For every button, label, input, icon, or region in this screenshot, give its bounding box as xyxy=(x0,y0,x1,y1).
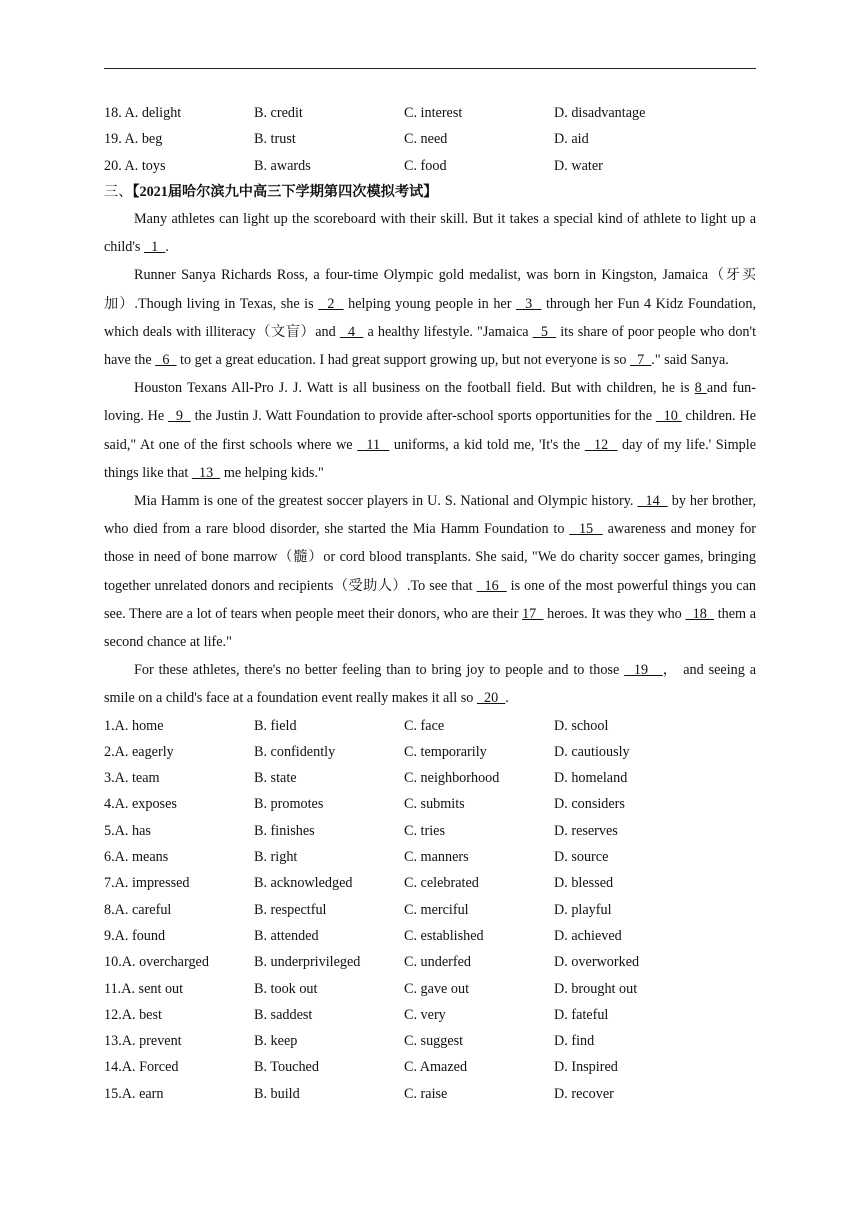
option-c: C. suggest xyxy=(404,1033,464,1050)
blank-10: 10 xyxy=(655,408,682,425)
option-d: D. water xyxy=(554,157,603,174)
option-c: C. tries xyxy=(404,822,445,839)
option-row xyxy=(104,1081,756,1107)
blank-9: 9 xyxy=(168,408,191,425)
passage-text: Many athletes can light up the scoreboard with their skill. But it takes a special kind of athlete to light up a child's xyxy=(104,210,756,256)
option-row-19 xyxy=(104,126,756,152)
blank-8: 8 xyxy=(694,380,707,397)
option-a: 12.A. best xyxy=(104,1006,162,1023)
option-row xyxy=(104,818,756,844)
option-row xyxy=(104,1028,756,1054)
passage-text: heroes. It was they who xyxy=(543,605,686,622)
passage-text: Mia Hamm is one of the greatest soccer players in U. S. National and Olympic history. xyxy=(134,492,638,509)
passage-text: awareness and money for those in need of bone marrow（髓）or cord blood transplants. She said, "We do charity soccer games, bringing together unrelated donors and recipients（受助人）.To see that xyxy=(104,521,757,594)
option-d: D. reserves xyxy=(554,822,618,839)
option-a: 14.A. Forced xyxy=(104,1059,179,1076)
option-c: C. established xyxy=(404,927,484,944)
option-c: C. gave out xyxy=(404,980,470,997)
option-d: D. homeland xyxy=(554,770,628,787)
passage-text: its share of poor people who don't have the xyxy=(104,323,757,368)
blank-3: 3 xyxy=(516,295,542,312)
option-c: C. very xyxy=(404,1006,446,1023)
paragraph-4 xyxy=(104,487,756,656)
option-a: 9.A. found xyxy=(104,927,166,944)
options-list xyxy=(104,713,756,1107)
option-d: D. school xyxy=(554,717,609,734)
cloze-passage xyxy=(104,205,756,713)
option-row xyxy=(104,739,756,765)
option-row xyxy=(104,844,756,870)
option-row xyxy=(104,897,756,923)
option-a: 5.A. has xyxy=(104,822,151,839)
option-row xyxy=(104,713,756,739)
option-b: B. promotes xyxy=(254,796,324,813)
option-a: 7.A. impressed xyxy=(104,875,190,892)
option-a: 6.A. means xyxy=(104,849,169,866)
passage-text: Runner Sanya Richards Ross, a four-time Olympic gold medalist, was born in Kingston, Jamaica（牙买加）.Though living in Texas, she is xyxy=(104,267,756,312)
option-a: 18. A. delight xyxy=(104,105,182,121)
blank-11: 11 xyxy=(357,436,390,453)
passage-text: is one of the most powerful things you can see. There are a lot of tears when people meet their donors, who are their xyxy=(104,577,756,622)
option-row-20 xyxy=(104,153,756,179)
options-top xyxy=(104,100,756,179)
passage-text: Houston Texans All-Pro J. J. Watt is all business on the football field. But with children, he is xyxy=(134,380,695,397)
option-row xyxy=(104,765,756,791)
blank-1: 1 xyxy=(144,239,166,256)
option-c: C. raise xyxy=(404,1085,448,1102)
option-a: 11.A. sent out xyxy=(104,980,184,997)
option-row xyxy=(104,1054,756,1080)
option-d: D. aid xyxy=(554,131,589,148)
option-a: 15.A. earn xyxy=(104,1085,164,1102)
passage-text: a healthy lifestyle. "Jamaica xyxy=(363,323,533,340)
passage-text: day of my life.' Simple things like that xyxy=(104,436,756,481)
option-a: 4.A. exposes xyxy=(104,796,177,813)
option-d: D. disadvantage xyxy=(554,105,646,121)
option-c: C. interest xyxy=(404,105,463,121)
passage-text: For these athletes, there's no better feeling than to bring joy to people and to those xyxy=(134,662,625,679)
option-b: B. credit xyxy=(254,105,303,121)
option-d: D. achieved xyxy=(554,927,622,944)
section-prefix: 三、 xyxy=(104,183,133,200)
option-b: B. trust xyxy=(254,131,296,148)
passage-text: through her Fun 4 Kidz Foundation, which deals with illiteracy（文盲）and xyxy=(104,295,756,340)
option-b: B. attended xyxy=(254,927,319,944)
blank-19: 19 xyxy=(624,662,663,679)
option-row xyxy=(104,1002,756,1028)
option-a: 2.A. eagerly xyxy=(104,743,174,760)
passage-text: . xyxy=(165,239,169,256)
option-row xyxy=(104,976,756,1002)
blank-13: 13 xyxy=(191,464,221,481)
option-row-18 xyxy=(104,100,756,126)
option-a: 1.A. home xyxy=(104,717,164,734)
option-c: C. submits xyxy=(404,796,465,813)
option-a: 13.A. prevent xyxy=(104,1033,182,1050)
blank-6: 6 xyxy=(155,351,177,368)
passage-text: ， and seeing a smile on a child's face at a foundation event really makes it all so xyxy=(104,662,757,707)
option-row xyxy=(104,870,756,896)
document-body xyxy=(104,100,756,1107)
option-b: B. underprivileged xyxy=(254,954,361,971)
option-b: B. field xyxy=(254,717,297,734)
option-row xyxy=(104,949,756,975)
passage-text: the Justin J. Watt Foundation to provide after-school sports opportunities for the xyxy=(190,408,656,425)
option-d: D. brought out xyxy=(554,980,638,997)
option-b: B. build xyxy=(254,1085,300,1102)
option-c: C. merciful xyxy=(404,901,469,918)
option-a: 20. A. toys xyxy=(104,157,166,174)
passage-text: by her brother, who died from a rare blood disorder, she started the Mia Hamm Foundation to xyxy=(104,492,757,538)
option-row xyxy=(104,923,756,949)
option-b: B. acknowledged xyxy=(254,875,353,892)
option-a: 19. A. beg xyxy=(104,131,163,148)
option-d: D. fateful xyxy=(554,1006,609,1023)
option-b: B. confidently xyxy=(254,743,336,760)
blank-12: 12 xyxy=(584,436,618,453)
option-a: 8.A. careful xyxy=(104,901,172,918)
option-c: C. food xyxy=(404,157,447,174)
section-heading xyxy=(104,179,756,205)
option-b: B. awards xyxy=(254,157,311,174)
blank-17: 17 xyxy=(522,605,544,622)
option-b: B. right xyxy=(254,849,298,866)
option-c: C. celebrated xyxy=(404,875,479,892)
option-d: D. Inspired xyxy=(554,1059,618,1076)
blank-2: 2 xyxy=(318,295,344,312)
header-rule xyxy=(104,68,756,69)
option-d: D. playful xyxy=(554,901,612,918)
option-d: D. considers xyxy=(554,796,625,813)
blank-4: 4 xyxy=(339,323,364,340)
option-d: D. overworked xyxy=(554,954,640,971)
option-b: B. saddest xyxy=(254,1006,313,1023)
blank-5: 5 xyxy=(532,323,557,340)
blank-14: 14 xyxy=(637,492,668,509)
option-d: D. recover xyxy=(554,1085,614,1102)
blank-18: 18 xyxy=(685,605,715,622)
passage-text: children. He said," At one of the first schools where we xyxy=(104,408,757,453)
paragraph-2 xyxy=(104,261,756,374)
blank-20: 20 xyxy=(476,690,506,707)
passage-text: ." said Sanya. xyxy=(651,351,729,368)
option-c: C. underfed xyxy=(404,954,471,971)
section-title: 【2021届哈尔滨九中高三下学期第四次模拟考试】 xyxy=(132,183,438,200)
passage-text: me helping kids." xyxy=(220,464,324,481)
passage-text: to get a great education. I had great support growing up, but not everyone is so xyxy=(176,351,630,368)
option-row xyxy=(104,791,756,817)
paragraph-3 xyxy=(104,374,756,487)
option-b: B. Touched xyxy=(254,1059,319,1076)
paragraph-1 xyxy=(104,205,756,261)
blank-16: 16 xyxy=(476,577,507,594)
passage-text: helping young people in her xyxy=(343,295,517,312)
passage-text: them a second chance at life." xyxy=(104,605,757,650)
option-c: C. Amazed xyxy=(404,1059,468,1076)
option-d: D. cautiously xyxy=(554,743,630,760)
option-b: B. state xyxy=(254,770,297,787)
passage-text: and fun-loving. He xyxy=(104,380,757,425)
option-c: C. need xyxy=(404,131,448,148)
option-b: B. keep xyxy=(254,1033,298,1050)
option-c: C. temporarily xyxy=(404,743,487,760)
passage-text: . xyxy=(505,690,509,707)
option-a: 10.A. overcharged xyxy=(104,954,209,971)
option-d: D. blessed xyxy=(554,875,614,892)
option-c: C. manners xyxy=(404,849,469,866)
blank-15: 15 xyxy=(569,521,603,538)
option-a: 3.A. team xyxy=(104,770,160,787)
passage-text: uniforms, a kid told me, 'It's the xyxy=(389,436,585,453)
option-b: B. respectful xyxy=(254,901,327,918)
option-b: B. took out xyxy=(254,980,318,997)
option-c: C. neighborhood xyxy=(404,770,500,787)
option-d: D. source xyxy=(554,849,609,866)
paragraph-5 xyxy=(104,656,756,712)
option-b: B. finishes xyxy=(254,822,315,839)
blank-7: 7 xyxy=(630,351,652,368)
option-c: C. face xyxy=(404,717,445,734)
option-d: D. find xyxy=(554,1033,595,1050)
